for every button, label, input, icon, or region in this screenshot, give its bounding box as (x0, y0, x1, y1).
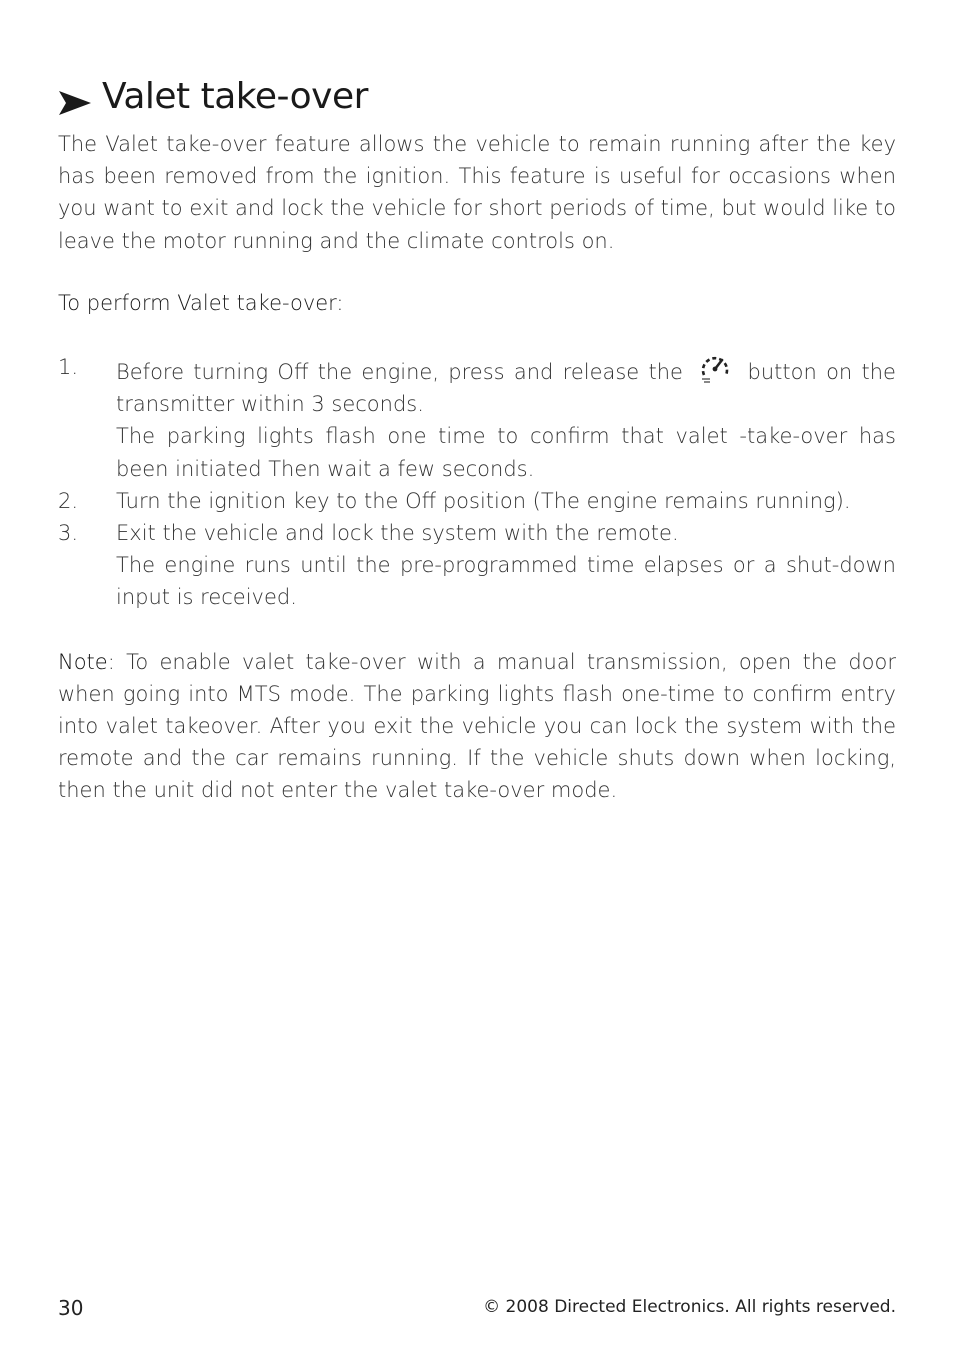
step-number: 2. (58, 488, 79, 513)
list-item (58, 517, 896, 614)
step-number: 3. (58, 521, 79, 546)
steps-list (58, 351, 896, 614)
list-item (58, 485, 896, 517)
note-text: : To enable valet take-over with a manual transmission, open the door when going into MTS mode. The parking lights flash one-time to confirm entry into valet takeover. After you exit the vehicle you can lock the system with the remote and the car remains running. If the vehicle shuts down when locking, then the unit did not enter the valet take-over mode. (58, 649, 896, 803)
step-text (116, 351, 896, 420)
copyright-notice: © 2008 Directed Electronics. All rights reserved. (483, 1297, 896, 1317)
step-detail: The parking lights flash one time to confirm that valet -take-over has been initiated Then wait a few seconds. (116, 424, 896, 481)
page-title-text: Valet take-over (102, 76, 368, 118)
step-text: Turn the ignition key to the Off position (The engine remains running). (116, 488, 851, 513)
note-label: Note (58, 649, 108, 674)
step-number: 1. (58, 355, 79, 380)
step-text: Exit the vehicle and lock the system with the remote. (116, 521, 679, 546)
list-item (58, 351, 896, 485)
page-title (58, 76, 368, 117)
arrowhead-right-icon (58, 84, 92, 110)
page-number: 30 (58, 1296, 84, 1320)
remote-start-button-icon (696, 351, 734, 385)
procedure-title: To perform Valet take-over: (58, 290, 344, 315)
step-text-before-icon: Before turning Off the engine, press and release the (116, 360, 683, 385)
step-detail: The engine runs until the pre-programmed time elapses or a shut-down input is received. (116, 553, 896, 610)
step-text-after-icon: button on the transmitter within 3 seconds. (116, 360, 896, 417)
note-paragraph (58, 646, 896, 807)
content (58, 128, 896, 828)
intro-paragraph: The Valet take-over feature allows the vehicle to remain running after the key has been removed from the ignition. This feature is useful for occasions when you want to exit and lock the vehicle for short periods of time, but would like to leave the motor running and the climate controls on. (58, 132, 896, 253)
